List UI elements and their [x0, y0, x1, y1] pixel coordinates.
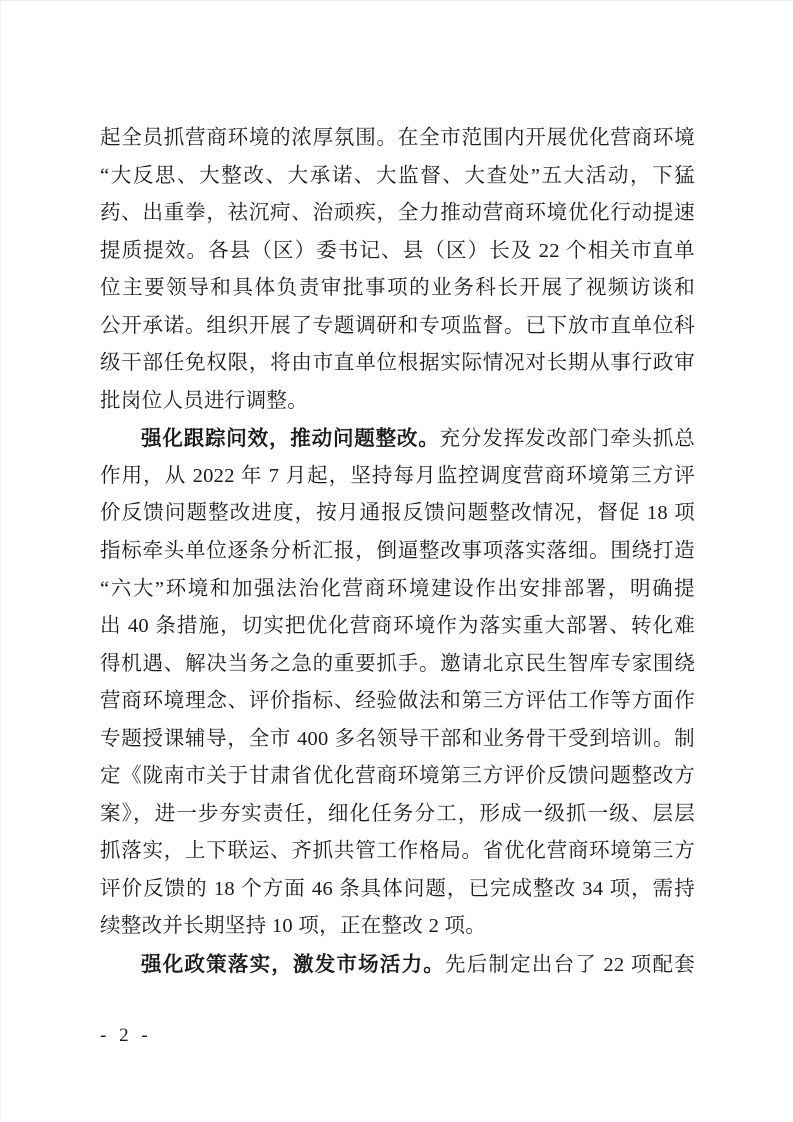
text-line: 药、出重拳，祛沉疴、治顽疾，全力推动营商环境优化行动提速: [100, 202, 695, 225]
text-line: [100, 946, 695, 984]
text-line: 提质提效。各县（区）委书记、县（区）长及 22 个相关市直单: [100, 239, 695, 262]
text-line: 价反馈问题整改进度，按月通报反馈问题整改情况，督促 18 项: [100, 502, 695, 525]
text-line: 专题授课辅导，全市 400 多名领导干部和业务骨干受到培训。制: [100, 727, 695, 750]
text-line: 作用，从 2022 年 7 月起，坚持每月监控调度营商环境第三方评: [100, 464, 695, 487]
document-body: [100, 120, 695, 984]
text-line: 批岗位人员进行调整。: [100, 389, 308, 412]
paragraph-lead-text: 充分发挥发改部门牵头抓总: [439, 428, 695, 451]
text-line: 公开承诺。组织开展了专题调研和专项监督。已下放市直单位科: [100, 314, 695, 337]
text-line: 定《陇南市关于甘肃省优化营商环境第三方评价反馈问题整改方: [100, 765, 695, 788]
paragraph-lead-bold: 强化政策落实，激发市场活力。: [141, 953, 445, 977]
text-line: [100, 420, 695, 458]
text-line: “大反思、大整改、大承诺、大监督、大查处”五大活动，下猛: [100, 164, 695, 187]
text-line: 起全员抓营商环境的浓厚氛围。在全市范围内开展优化营商环境: [100, 127, 695, 149]
paragraph-lead-text: 先后制定出台了 22 项配套: [445, 954, 695, 977]
text-line: 续整改并长期坚持 10 项，正在整改 2 项。: [100, 915, 487, 938]
text-line: 出 40 条措施，切实把优化营商环境作为落实重大部署、转化难: [100, 615, 695, 638]
text-line: 指标牵头单位逐条分析汇报，倒逼整改事项落实落细。围绕打造: [100, 540, 695, 563]
text-line: 得机遇、解决当务之急的重要抓手。邀请北京民生智库专家围绕: [100, 652, 695, 675]
text-line: 营商环境理念、评价指标、经验做法和第三方评估工作等方面作: [100, 690, 695, 713]
text-line: 评价反馈的 18 个方面 46 条具体问题，已完成整改 34 项，需持: [100, 877, 695, 900]
text-line: “六大”环境和加强法治化营商环境建设作出安排部署，明确提: [100, 577, 695, 600]
paragraph-lead-bold: 强化跟踪问效，推动问题整改。: [141, 427, 440, 451]
text-line: 案》，进一步夯实责任，细化任务分工，形成一级抓一级、层层: [100, 802, 695, 825]
text-line: 级干部任免权限，将由市直单位根据实际情况对长期从事行政审: [100, 352, 695, 375]
page-number: - 2 -: [100, 1025, 151, 1046]
text-line: 抓落实，上下联运、齐抓共管工作格局。省优化营商环境第三方: [100, 840, 695, 863]
text-line: 位主要领导和具体负责审批事项的业务科长开展了视频访谈和: [100, 277, 695, 300]
